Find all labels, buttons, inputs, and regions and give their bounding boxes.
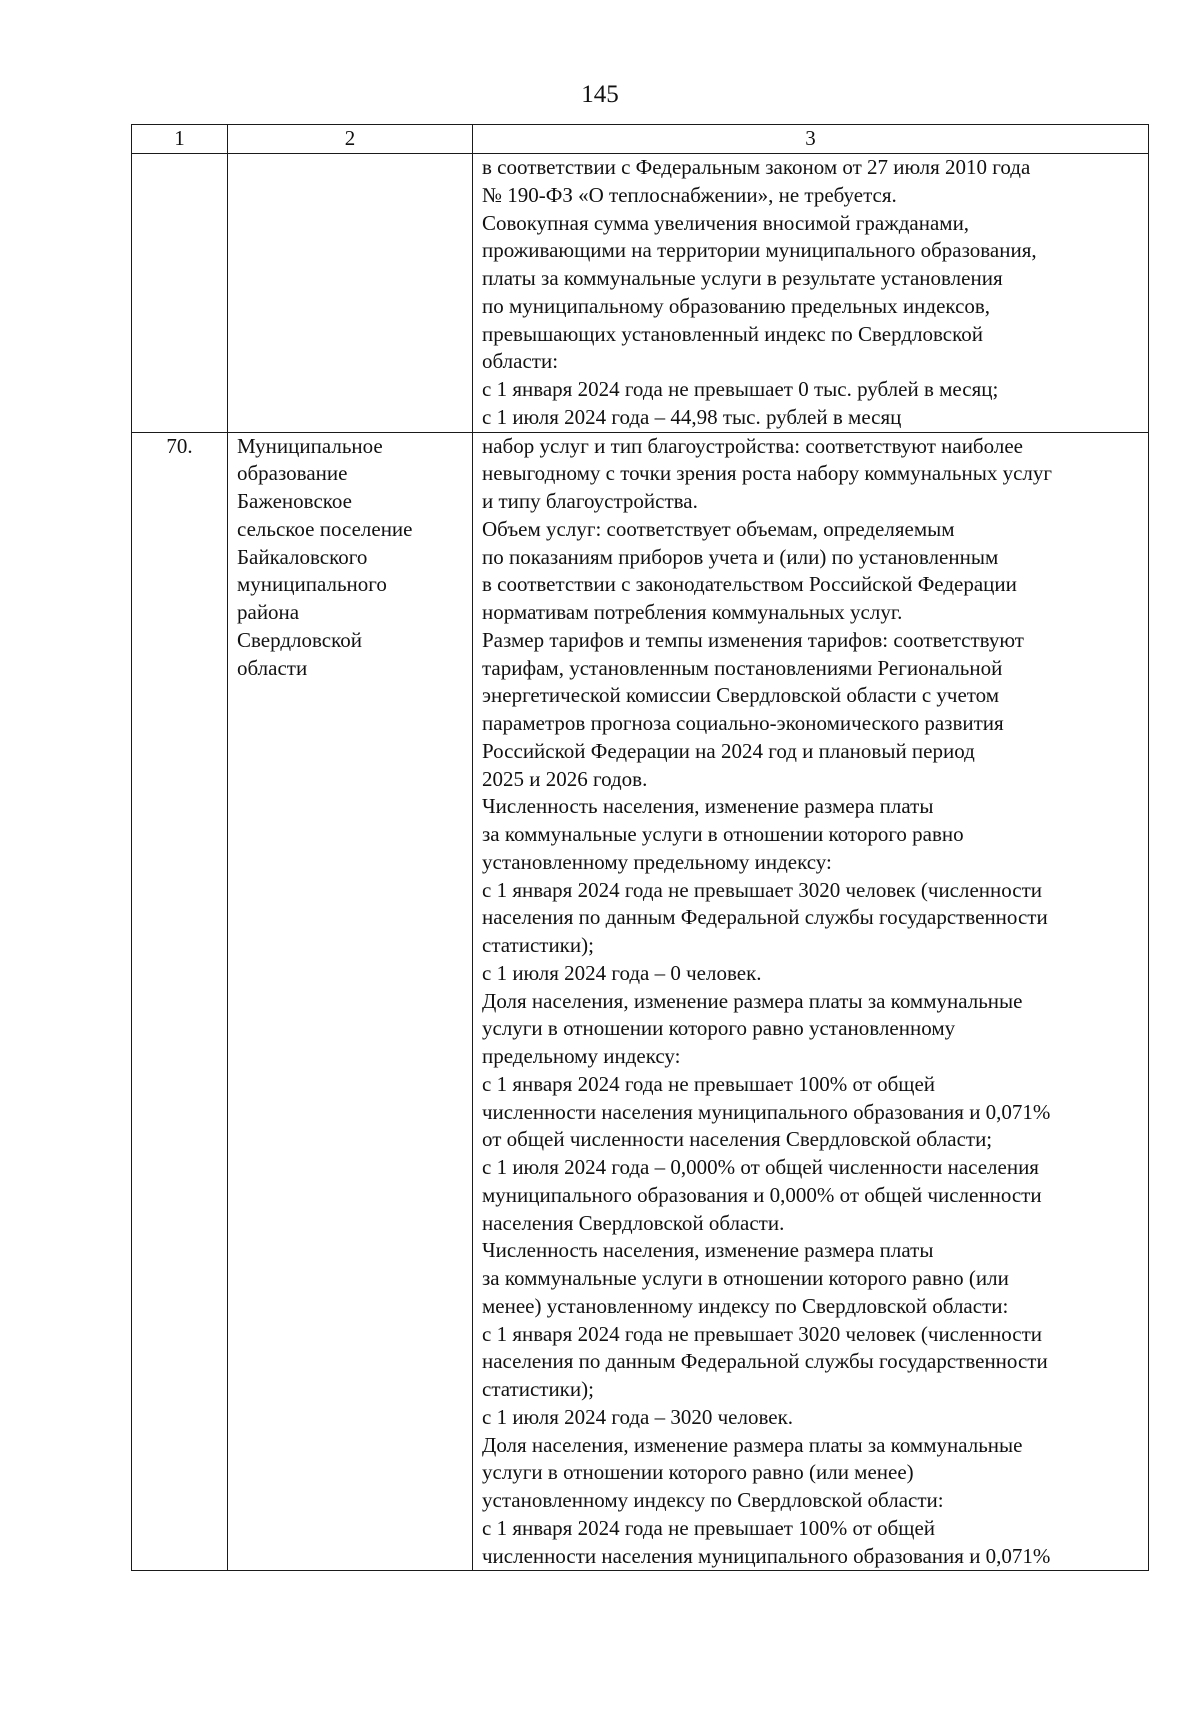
description-line: населения по данным Федеральной службы государственности [482, 1349, 1048, 1374]
description-line: с 1 января 2024 года не превышает 0 тыс. рублей в месяц; [482, 377, 999, 401]
column-header-3: 3 [473, 125, 1149, 154]
description-line: статистики); [482, 1377, 594, 1401]
column-header-1: 1 [132, 125, 228, 154]
municipality-name-line: области [237, 655, 308, 680]
description-line: набор услуг и тип благоустройства: соответствуют наиболее [482, 433, 1023, 458]
description-line: 2025 и 2026 годов. [482, 766, 648, 791]
description-cell [473, 432, 1149, 1571]
municipality-name-line: Байкаловского [237, 544, 368, 569]
description-line: установленному предельному индексу: [482, 849, 832, 874]
description-line: превышающих установленный индекс по Свердловской [482, 321, 983, 346]
municipality-name-line: Свердловской [237, 628, 362, 653]
table-row [132, 432, 1149, 1571]
description-line: Доля населения, изменение размера платы за коммунальные [482, 988, 1023, 1013]
description-line: № 190-ФЗ «О теплоснабжении», не требуется. [482, 182, 897, 207]
description-line: проживающими на территории муниципального образования, [482, 238, 1037, 263]
municipality-name-cell [228, 154, 473, 433]
description-line: тарифам, установленным постановлениями Региональной [482, 655, 1003, 680]
description-line: области: [482, 349, 559, 374]
description-line: численности населения муниципального образования и 0,071% [482, 1099, 1051, 1124]
document-table [131, 124, 1149, 1571]
description-line: платы за коммунальные услуги в результате установления [482, 266, 1003, 290]
description-line: в соответствии с законодательством Российской Федерации [482, 572, 1017, 597]
description-line: муниципального образования и 0,000% от общей численности [482, 1182, 1042, 1207]
description-line: Объем услуг: соответствует объемам, определяемым [482, 516, 955, 541]
description-line: в соответствии с Федеральным законом от 27 июля 2010 года [482, 155, 1031, 179]
description-line: Доля населения, изменение размера платы за коммунальные [482, 1432, 1023, 1457]
municipality-name-line: Муниципальное [237, 433, 383, 458]
column-header-2: 2 [228, 125, 473, 154]
description-line: численности населения муниципального образования и 0,071% [482, 1543, 1051, 1568]
municipality-name-cell [228, 432, 473, 1571]
description-line: по муниципальному образованию предельных индексов, [482, 293, 991, 318]
municipality-name-line: муниципального [237, 572, 387, 597]
description-line: статистики); [482, 933, 594, 957]
description-line: с 1 января 2024 года не превышает 100% от общей [482, 1515, 936, 1540]
description-line: по показаниям приборов учета и (или) по установленным [482, 544, 999, 569]
description-line: услуги в отношении которого равно установленному [482, 1016, 956, 1041]
table-body [132, 154, 1149, 1571]
description-line: с 1 января 2024 года не превышает 3020 человек (численности [482, 877, 1043, 902]
description-line: населения Свердловской области. [482, 1210, 785, 1235]
description-line: населения по данным Федеральной службы государственности [482, 905, 1048, 930]
description-line: нормативам потребления коммунальных услуг. [482, 600, 903, 624]
description-line: Численность населения, изменение размера платы [482, 1238, 934, 1263]
description-line: Совокупная сумма увеличения вносимой гражданами, [482, 210, 970, 235]
description-line: с 1 января 2024 года не превышает 3020 человек (численности [482, 1321, 1043, 1346]
municipality-name-line: сельское поселение [237, 516, 413, 541]
description-line: предельному индексу: [482, 1044, 681, 1068]
description-line: Численность населения, изменение размера платы [482, 794, 934, 819]
row-number-cell: 70. [132, 432, 228, 1571]
row-number-cell [132, 154, 228, 433]
page-number: 145 [581, 81, 619, 108]
description-line: энергетической комиссии Свердловской области с учетом [482, 683, 1000, 708]
municipality-name-line: образование [237, 461, 348, 486]
description-line: от общей численности населения Свердловской области; [482, 1127, 993, 1152]
description-line: установленному индексу по Свердловской области: [482, 1488, 944, 1512]
description-line: и типу благоустройства. [482, 489, 698, 513]
description-line: параметров прогноза социально-экономического развития [482, 711, 1004, 735]
description-line: за коммунальные услуги в отношении которого равно [482, 822, 964, 846]
municipality-name-line: района [237, 600, 300, 625]
description-line: менее) установленному индексу по Свердловской области: [482, 1293, 1009, 1318]
description-line: с 1 января 2024 года не превышает 100% от общей [482, 1071, 936, 1096]
description-line: с 1 июля 2024 года – 3020 человек. [482, 1404, 794, 1429]
description-line: невыгодному с точки зрения роста набору коммунальных услуг [482, 461, 1053, 486]
description-line: с 1 июля 2024 года – 0 человек. [482, 960, 762, 985]
table-row [132, 154, 1149, 433]
municipality-name-line: Баженовское [237, 489, 352, 514]
table-header-row [132, 125, 1149, 154]
description-cell [473, 154, 1149, 433]
description-line: услуги в отношении которого равно (или менее) [482, 1460, 914, 1485]
description-line: за коммунальные услуги в отношении которого равно (или [482, 1266, 1009, 1290]
description-line: с 1 июля 2024 года – 0,000% от общей численности населения [482, 1155, 1039, 1179]
description-line: Размер тарифов и темпы изменения тарифов: соответствуют [482, 627, 1024, 652]
description-line: с 1 июля 2024 года – 44,98 тыс. рублей в месяц [482, 404, 902, 429]
description-line: Российской Федерации на 2024 год и плановый период [482, 738, 975, 763]
